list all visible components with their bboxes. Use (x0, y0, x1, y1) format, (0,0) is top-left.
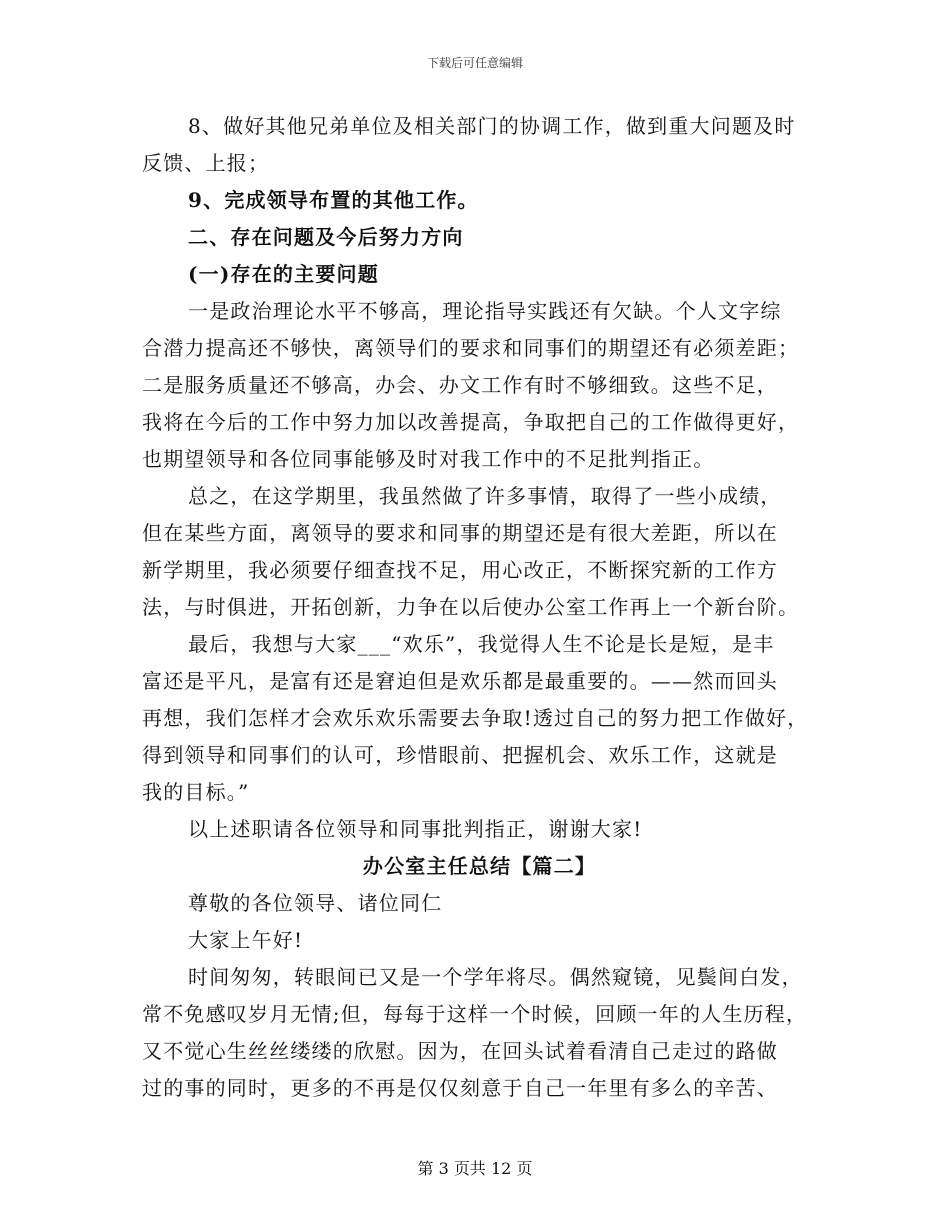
text-line: 尊敬的各位领导、诸位同仁 (188, 891, 443, 915)
text-line: 一是政治理论水平不够高，理论指导实践还有欠缺。个人文字综 (188, 299, 782, 323)
text-line: 得到领导和同事们的认可，珍惜眼前、把握机会、欢乐工作，这就是 (142, 743, 778, 767)
text-line: 最后，我想与大家___“欢乐”，我觉得人生不论是长是短，是丰 (188, 632, 775, 656)
page-number: 第 3 页共 12 页 (417, 1159, 533, 1178)
heading-line: (一)存在的主要问题 (188, 262, 379, 286)
text-line: 反馈、上报； (142, 151, 270, 175)
section-heading: 办公室主任总结【篇二】 (362, 854, 597, 878)
text-line: 以上述职请各位领导和同事批判指正，谢谢大家! (188, 817, 643, 841)
document-body (142, 108, 817, 1107)
heading-line: 二、存在问题及今后努力方向 (188, 225, 464, 249)
text-line: 富还是平凡，是富有还是窘迫但是欢乐都是最重要的。——然而回头 (142, 669, 778, 693)
text-line: 时间匆匆，转眼间已又是一个学年将尽。偶然窥镜，见鬓间白发， (188, 965, 803, 989)
text-line: 我将在今后的工作中努力加以改善提高，争取把自己的工作做得更好， (142, 410, 800, 434)
text-line: 但在某些方面，离领导的要求和同事的期望还是有很大差距，所以在 (142, 521, 778, 545)
text-line: 大家上午好! (188, 928, 304, 952)
text-line: 再想，我们怎样才会欢乐欢乐需要去争取!透过自己的努力把工作做好， (142, 706, 809, 730)
text-line: 8、做好其他兄弟单位及相关部门的协调工作，做到重大问题及时 (188, 114, 796, 138)
text-line: 过的事的同时，更多的不再是仅仅刻意于自己一年里有多么的辛苦、 (142, 1076, 778, 1100)
text-line: 合潜力提高还不够快，离领导们的要求和同事们的期望还有必须差距； (142, 336, 800, 360)
text-line: 总之，在这学期里，我虽然做了许多事情，取得了一些小成绩， (188, 484, 782, 508)
text-line: 也期望领导和各位同事能够及时对我工作中的不足批判指正。 (142, 447, 715, 471)
text-line: 新学期里，我必须要仔细查找不足，用心改正，不断探究新的工作方 (142, 558, 778, 582)
text-line: 我的目标。” (142, 780, 250, 804)
text-line: 又不觉心生丝丝缕缕的欣慰。因为，在回头试着看清自己走过的路做 (142, 1039, 778, 1063)
text-line: 常不免感叹岁月无情;但，每每于这样一个时候，回顾一年的人生历程， (142, 1002, 808, 1026)
text-line: 法，与时俱进，开拓创新，力争在以后使办公室工作再上一个新台阶。 (142, 595, 800, 619)
heading-line: 9、完成领导布置的其他工作。 (188, 188, 479, 212)
text-line: 二是服务质量还不够高，办会、办文工作有时不够细致。这些不足， (142, 373, 778, 397)
page-header-note: 下载后可任意编辑 (426, 56, 523, 70)
